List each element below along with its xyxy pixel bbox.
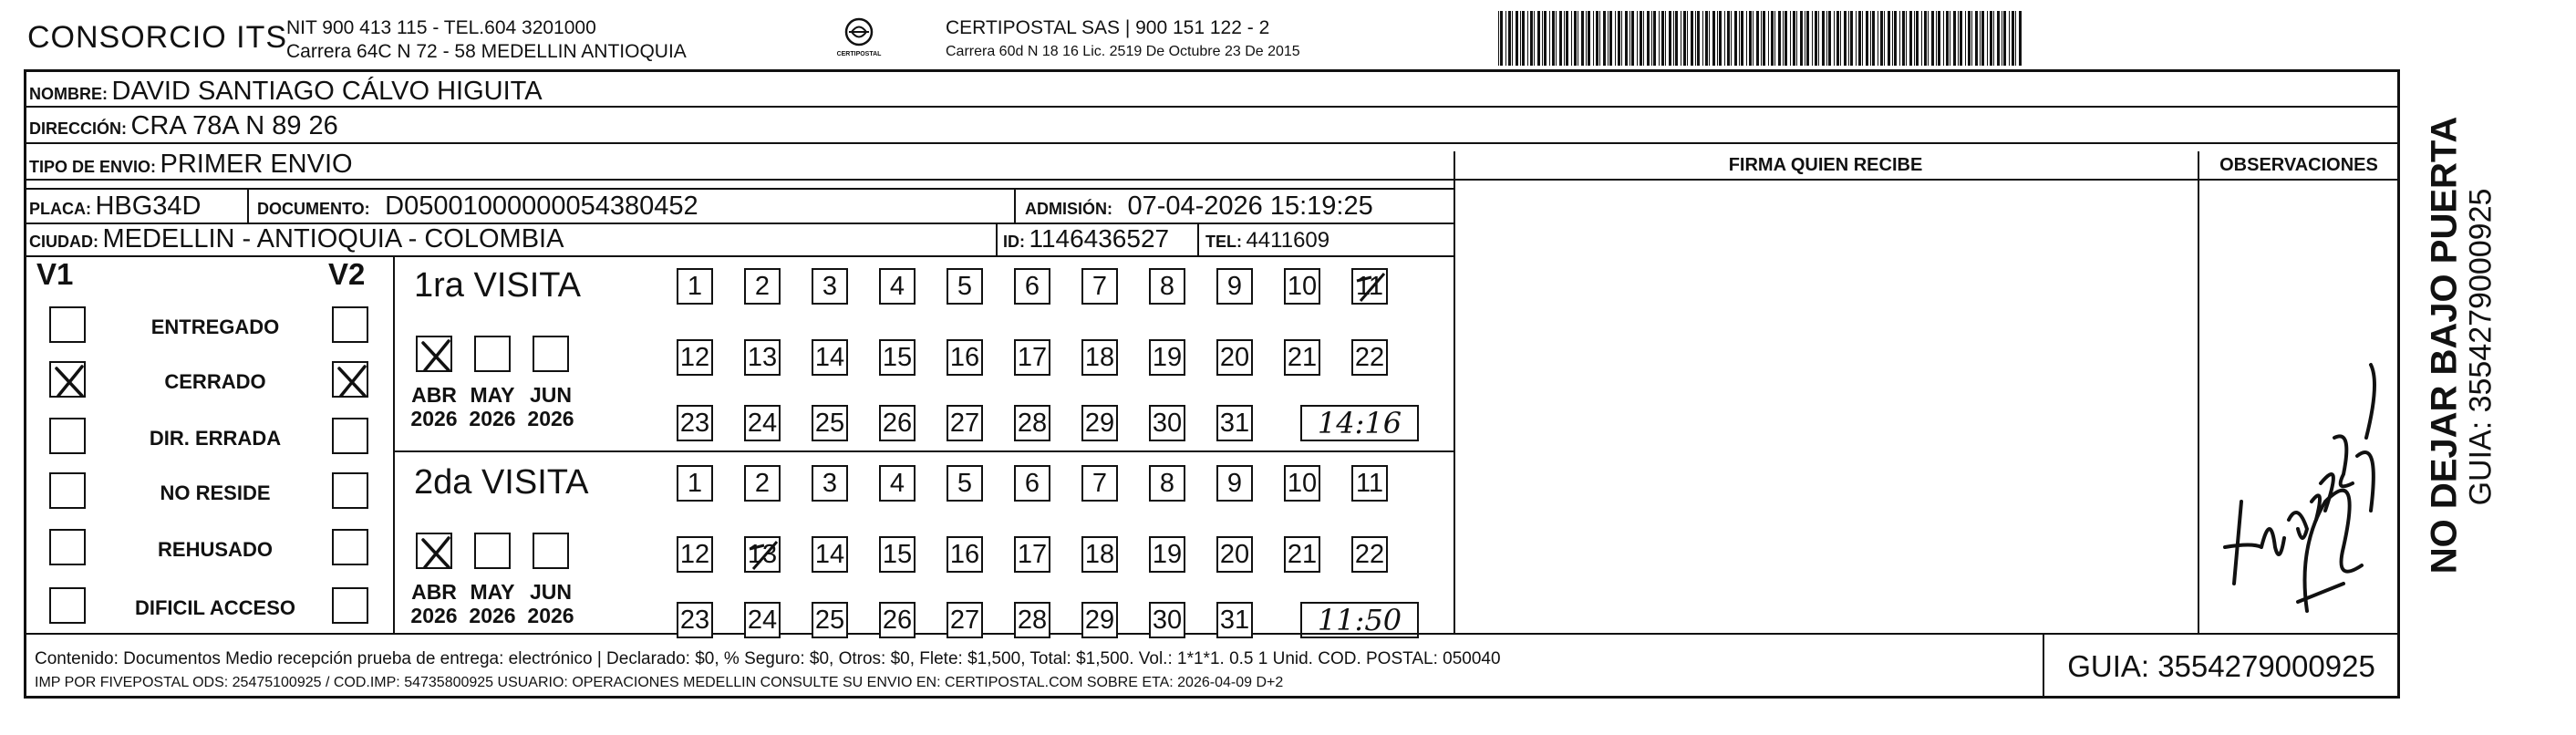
ship-type: PRIMER ENVIO <box>160 150 353 179</box>
recipient-name: DAVID SANTIAGO CÁLVO HIGUITA <box>111 77 543 106</box>
barcode-bar <box>1702 11 1703 66</box>
visit2-day-27[interactable]: 27 <box>947 602 983 638</box>
visit2-day-31[interactable]: 31 <box>1216 602 1253 638</box>
barcode-bar <box>1544 11 1547 66</box>
status-label-dir-errada: DIR. ERRADA <box>149 427 282 450</box>
barcode-bar <box>1924 11 1927 66</box>
month-year: 2026 <box>410 407 458 430</box>
barcode-bar <box>1746 11 1747 66</box>
barcode-bar <box>1936 11 1937 66</box>
barcode-bar <box>1599 11 1600 66</box>
barcode-bar <box>1921 11 1922 66</box>
barcode-bar <box>1850 11 1853 66</box>
status-label-cerrado: CERRADO <box>164 370 266 393</box>
status-label-rehusado: REHUSADO <box>158 538 273 561</box>
month-year: 2026 <box>469 407 516 430</box>
barcode-bar <box>1549 11 1550 66</box>
visit2-day-24[interactable]: 24 <box>744 602 781 638</box>
visit1-day-21[interactable]: 21 <box>1284 339 1320 376</box>
barcode-bar <box>1669 11 1671 66</box>
id-label: ID: <box>1003 233 1025 251</box>
visit1-day-29[interactable]: 29 <box>1081 405 1118 441</box>
barcode-bar <box>1793 11 1795 66</box>
visit1-day-30[interactable]: 30 <box>1149 405 1185 441</box>
barcode-bar <box>1931 11 1934 66</box>
barcode-bar <box>1603 11 1606 66</box>
visit1-month-label-abr <box>402 383 466 430</box>
plate-label: PLACA: <box>29 200 91 218</box>
admission-label: ADMISIÓN: <box>1025 200 1112 218</box>
v1-checkbox-no-reside[interactable] <box>49 472 86 509</box>
carrier-address: Carrera 60d N 18 16 Lic. 2519 De Octubre 23 De 2015 <box>946 44 1300 59</box>
visit2-time-box[interactable]: 11:50 <box>1300 602 1419 638</box>
visit2-day-10[interactable]: 10 <box>1284 465 1320 502</box>
v2-checkbox-dir-errada[interactable] <box>332 418 368 454</box>
v1-checkbox-rehusado[interactable] <box>49 529 86 565</box>
barcode-bar <box>1990 11 1992 66</box>
barcode-bar <box>1774 11 1775 66</box>
barcode-bar <box>1946 11 1949 66</box>
visit2-day-20[interactable]: 20 <box>1216 536 1253 573</box>
barcode-bar <box>1938 11 1940 66</box>
barcode-bar <box>1530 11 1533 66</box>
visit1-day-14[interactable]: 14 <box>812 339 848 376</box>
visit2-day-16[interactable]: 16 <box>947 536 983 573</box>
barcode-bar <box>1564 11 1565 66</box>
month-year: 2026 <box>410 604 458 627</box>
barcode-bar <box>2019 11 2022 66</box>
admission-value: 07-04-2026 15:19:25 <box>1127 192 1373 221</box>
month-name: ABR <box>411 580 457 604</box>
barcode-bar <box>1687 11 1688 66</box>
visit2-day-25[interactable]: 25 <box>812 602 848 638</box>
recipient-address: CRA 78A N 89 26 <box>130 111 338 140</box>
barcode-bar <box>1697 11 1700 66</box>
barcode-bar <box>1631 11 1634 66</box>
barcode-bar <box>1768 11 1769 66</box>
barcode-bar <box>1566 11 1568 66</box>
visit2-day-1[interactable]: 1 <box>677 465 713 502</box>
barcode-bar <box>1527 11 1528 66</box>
visit1-day-11[interactable]: 11 <box>1351 268 1388 305</box>
visit1-month-label-may <box>460 383 524 430</box>
visit1-day-10[interactable]: 10 <box>1284 268 1320 305</box>
barcode-bar <box>1806 11 1809 66</box>
v2-label: V2 <box>328 257 366 291</box>
visit2-day-3[interactable]: 3 <box>812 465 848 502</box>
visit1-day-20[interactable]: 20 <box>1216 339 1253 376</box>
visit1-day-24[interactable]: 24 <box>744 405 781 441</box>
visit1-day-26[interactable]: 26 <box>879 405 916 441</box>
visit2-day-5[interactable]: 5 <box>947 465 983 502</box>
visit2-day-2[interactable]: 2 <box>744 465 781 502</box>
barcode-bar <box>1800 11 1803 66</box>
barcode-bar <box>1826 11 1827 66</box>
barcode-bar <box>1629 11 1630 66</box>
visit2-month-label-abr <box>402 580 466 627</box>
visit2-day-26[interactable]: 26 <box>879 602 916 638</box>
visit2-day-17[interactable]: 17 <box>1014 536 1050 573</box>
barcode-bar <box>1498 11 1499 66</box>
barcode-bar <box>1534 11 1535 66</box>
barcode-bar <box>1618 11 1620 66</box>
print-line: IMP POR FIVEPOSTAL ODS: 25475100925 / COD.IMP: 54735800925 USUARIO: OPERACIONES MEDELLIN CONSULTE SU ENVIO EN: CERTIPOSTAL.COM SOBRE ETA: 2026-04-09 D+2 <box>35 675 1284 690</box>
barcode-bar <box>1637 11 1638 66</box>
barcode-bar <box>1556 11 1557 66</box>
status-label-entregado: ENTREGADO <box>150 316 280 338</box>
barcode-bar <box>1712 11 1715 66</box>
barcode-bar <box>1916 11 1919 66</box>
visit2-day-15[interactable]: 15 <box>879 536 916 573</box>
barcode-bar <box>1659 11 1660 66</box>
visit2-day-7[interactable]: 7 <box>1081 465 1118 502</box>
ship-type-label: TIPO DE ENVIO: <box>29 158 157 176</box>
barcode-bar <box>1822 11 1825 66</box>
barcode-bar <box>1796 11 1797 66</box>
visit2-day-13[interactable]: 13 <box>744 536 781 573</box>
barcode-bar <box>1586 11 1587 66</box>
contents-line: Contenido: Documentos Medio recepción prueba de entrega: electrónico | Declarado: $0, % Seguro: $0, Otros: $0, Flete: $1,500, Total: $1,500. Vol.: 1*1*1. 0.5 1 Unid. COD. POSTAL: 050040 <box>35 649 1501 668</box>
v2-checkbox-cerrado[interactable] <box>332 361 368 398</box>
v2-checkbox-dificil-acceso[interactable] <box>332 587 368 624</box>
company-nit: NIT 900 413 115 - TEL.604 3201000 <box>286 17 596 38</box>
visit2-day-23[interactable]: 23 <box>677 602 713 638</box>
barcode-bar <box>1953 11 1956 66</box>
barcode-bar <box>1872 11 1875 66</box>
side-guia: GUIA: 3554279000925 <box>2463 188 2498 506</box>
barcode-bar <box>1960 11 1962 66</box>
v1-checkbox-dificil-acceso[interactable] <box>49 587 86 624</box>
barcode-bar <box>1520 11 1521 66</box>
visit2-month-checkbox-jun[interactable] <box>533 533 569 569</box>
barcode-bar <box>1505 11 1506 66</box>
barcode-bar <box>1625 11 1628 66</box>
barcode-bar <box>1651 11 1652 66</box>
barcode-bar <box>1914 11 1915 66</box>
month-year: 2026 <box>527 407 574 430</box>
barcode-bar <box>1834 11 1835 66</box>
barcode-bar <box>1783 11 1784 66</box>
barcode-bar <box>1731 11 1732 66</box>
barcode-bar <box>1571 11 1572 66</box>
barcode-bar <box>1640 11 1642 66</box>
visit2-day-12[interactable]: 12 <box>677 536 713 573</box>
barcode-bar <box>1653 11 1656 66</box>
barcode-bar <box>1785 11 1787 66</box>
receiver-signature-header: FIRMA QUIEN RECIBE <box>1728 155 1923 175</box>
company-address: Carrera 64C N 72 - 58 MEDELLIN ANTIOQUIA <box>286 41 687 62</box>
barcode-bar <box>1968 11 1971 66</box>
barcode-bar <box>1828 11 1831 66</box>
id-value: 1146436527 <box>1029 224 1170 253</box>
barcode-bar <box>1512 11 1513 66</box>
barcode-bar <box>1559 11 1562 66</box>
barcode-bar <box>2003 11 2006 66</box>
observations-header: OBSERVACIONES <box>2219 155 2378 175</box>
visit-title-1: 1ra VISITA <box>414 266 582 305</box>
barcode-bar <box>1516 11 1518 66</box>
plate-value: HBG34D <box>95 192 202 221</box>
barcode-bar <box>1574 11 1577 66</box>
v2-checkbox-rehusado[interactable] <box>332 529 368 565</box>
barcode-bar <box>1756 11 1759 66</box>
barcode-bar <box>1928 11 1929 66</box>
logo-caption: CERTIPOSTAL <box>836 51 882 57</box>
barcode-bar <box>1965 11 1966 66</box>
visit2-day-22[interactable]: 22 <box>1351 536 1388 573</box>
barcode-bar <box>1892 11 1893 66</box>
barcode-bar <box>1870 11 1871 66</box>
v1-checkbox-entregado[interactable] <box>49 306 86 343</box>
barcode-bar <box>1719 11 1722 66</box>
barcode-bar <box>1542 11 1543 66</box>
barcode-bar <box>1840 11 1841 66</box>
barcode-bar <box>1771 11 1774 66</box>
barcode-bar <box>1537 11 1540 66</box>
month-name: JUN <box>529 580 572 604</box>
visit2-day-29[interactable]: 29 <box>1081 602 1118 638</box>
visit2-month-label-may <box>460 580 524 627</box>
visit1-day-27[interactable]: 27 <box>947 405 983 441</box>
barcode-bar <box>1739 11 1740 66</box>
visit1-day-1[interactable]: 1 <box>677 268 713 305</box>
visit2-day-6[interactable]: 6 <box>1014 465 1050 502</box>
barcode-bar <box>1695 11 1696 66</box>
carrier-name: CERTIPOSTAL SAS | 900 151 122 - 2 <box>946 17 1270 38</box>
visit2-day-18[interactable]: 18 <box>1081 536 1118 573</box>
barcode-bar <box>1661 11 1664 66</box>
barcode-bar <box>1894 11 1897 66</box>
visit1-day-31[interactable]: 31 <box>1216 405 1253 441</box>
tel-value: 4411609 <box>1246 228 1330 253</box>
visit1-day-25[interactable]: 25 <box>812 405 848 441</box>
barcode-bar <box>1866 11 1868 66</box>
barcode-bar <box>2015 11 2016 66</box>
barcode-bar <box>1987 11 1988 66</box>
barcode-bar <box>1815 11 1817 66</box>
barcode-bar <box>1741 11 1743 66</box>
v2-checkbox-no-reside[interactable] <box>332 472 368 509</box>
barcode-bar <box>1596 11 1598 66</box>
visit1-month-checkbox-may[interactable] <box>474 336 511 372</box>
visit2-day-8[interactable]: 8 <box>1149 465 1185 502</box>
status-label-no-reside: NO RESIDE <box>160 481 271 504</box>
visit1-month-label-jun <box>519 383 583 430</box>
visit1-day-8[interactable]: 8 <box>1149 268 1185 305</box>
visit1-day-18[interactable]: 18 <box>1081 339 1118 376</box>
v1-label: V1 <box>36 257 74 291</box>
barcode-bar <box>1608 11 1609 66</box>
visit1-day-22[interactable]: 22 <box>1351 339 1388 376</box>
barcode-bar <box>1844 11 1847 66</box>
visit2-day-4[interactable]: 4 <box>879 465 916 502</box>
barcode-bar <box>1665 11 1666 66</box>
barcode-bar <box>1818 11 1819 66</box>
visit1-day-17[interactable]: 17 <box>1014 339 1050 376</box>
side-notice <box>2404 78 2498 626</box>
visit1-day-3[interactable]: 3 <box>812 268 848 305</box>
visit1-day-15[interactable]: 15 <box>879 339 916 376</box>
barcode-bar <box>1691 11 1693 66</box>
visit2-day-11[interactable]: 11 <box>1351 465 1388 502</box>
barcode-bar <box>1899 11 1900 66</box>
barcode-bar <box>1909 11 1912 66</box>
visit1-day-19[interactable]: 19 <box>1149 339 1185 376</box>
barcode-bar <box>1727 11 1730 66</box>
address-label: DIRECCIÓN: <box>29 119 127 138</box>
visit2-month-checkbox-may[interactable] <box>474 533 511 569</box>
month-year: 2026 <box>527 604 574 627</box>
barcode-bar <box>1993 11 1994 66</box>
barcode-bar <box>1647 11 1650 66</box>
footer-guia: GUIA: 3554279000925 <box>2067 649 2375 683</box>
barcode-bar <box>1581 11 1584 66</box>
barcode-bar <box>1812 11 1813 66</box>
month-name: MAY <box>470 580 515 604</box>
barcode-bar <box>1615 11 1616 66</box>
barcode-bar <box>1880 11 1883 66</box>
visit1-time-box[interactable]: 14:16 <box>1300 405 1419 441</box>
tel-label: TEL: <box>1205 233 1242 251</box>
barcode-bar <box>1971 11 1972 66</box>
barcode-bar <box>1522 11 1525 66</box>
barcode-bar <box>1902 11 1905 66</box>
month-name: MAY <box>470 383 515 407</box>
barcode-bar <box>2009 11 2010 66</box>
v1-checkbox-cerrado[interactable] <box>49 361 86 398</box>
visit1-day-7[interactable]: 7 <box>1081 268 1118 305</box>
barcode-bar <box>1848 11 1849 66</box>
barcode-bar <box>1753 11 1754 66</box>
visit1-day-4[interactable]: 4 <box>879 268 916 305</box>
visit2-day-19[interactable]: 19 <box>1149 536 1185 573</box>
visit1-day-2[interactable]: 2 <box>744 268 781 305</box>
barcode-bar <box>1673 11 1674 66</box>
v1-checkbox-dir-errada[interactable] <box>49 418 86 454</box>
barcode-bar <box>1980 11 1981 66</box>
barcode-bar <box>1734 11 1737 66</box>
barcode-bar <box>1588 11 1590 66</box>
month-year: 2026 <box>469 604 516 627</box>
visit2-month-checkbox-abr[interactable] <box>416 533 452 569</box>
visit1-day-6[interactable]: 6 <box>1014 268 1050 305</box>
handwritten-observation <box>2198 274 2400 620</box>
barcode-bar <box>1836 11 1839 66</box>
month-name: JUN <box>529 383 572 407</box>
barcode-bar <box>1593 11 1594 66</box>
barcode-bar <box>1975 11 1978 66</box>
visit2-month-label-jun <box>519 580 583 627</box>
barcode-bar <box>1621 11 1622 66</box>
certipostal-logo <box>832 16 886 64</box>
barcode-bar <box>1997 11 2000 66</box>
barcode-bar <box>1888 11 1890 66</box>
status-label-dificil-acceso: DIFICIL ACCESO <box>134 596 295 619</box>
barcode-bar <box>1790 11 1791 66</box>
no-under-door-notice: NO DEJAR BAJO PUERTA <box>2424 116 2465 575</box>
city-label: CIUDAD: <box>29 233 98 251</box>
visit1-day-9[interactable]: 9 <box>1216 268 1253 305</box>
barcode-bar <box>1763 11 1765 66</box>
barcode-bar <box>1778 11 1781 66</box>
barcode-bar <box>1958 11 1959 66</box>
barcode-bar <box>1643 11 1644 66</box>
visit1-day-13[interactable]: 13 <box>744 339 781 376</box>
visit1-day-16[interactable]: 16 <box>947 339 983 376</box>
visit2-day-30[interactable]: 30 <box>1149 602 1185 638</box>
visit1-month-checkbox-abr[interactable] <box>416 336 452 372</box>
barcode-bar <box>1508 11 1511 66</box>
barcode-bar <box>1675 11 1678 66</box>
barcode-bar <box>1705 11 1708 66</box>
visit-title-2: 2da VISITA <box>414 463 589 502</box>
barcode-bar <box>1943 11 1944 66</box>
month-name: ABR <box>411 383 457 407</box>
barcode-bar <box>1906 11 1907 66</box>
barcode-bar <box>1683 11 1686 66</box>
barcode-bar <box>1609 11 1612 66</box>
barcode-bar <box>1862 11 1863 66</box>
barcode-bar <box>1500 11 1503 66</box>
barcode-icon <box>1498 11 2027 66</box>
document-label: DOCUMENTO: <box>257 200 370 218</box>
barcode-bar <box>1709 11 1710 66</box>
barcode-bar <box>1724 11 1725 66</box>
visit2-day-21[interactable]: 21 <box>1284 536 1320 573</box>
barcode-bar <box>1552 11 1555 66</box>
visit1-month-checkbox-jun[interactable] <box>533 336 569 372</box>
visit1-day-28[interactable]: 28 <box>1014 405 1050 441</box>
visit1-day-23[interactable]: 23 <box>677 405 713 441</box>
visit1-day-12[interactable]: 12 <box>677 339 713 376</box>
barcode-bar <box>1856 11 1857 66</box>
barcode-bar <box>1749 11 1752 66</box>
barcode-bar <box>2012 11 2014 66</box>
company-name: CONSORCIO ITS <box>27 20 288 55</box>
city-value: MEDELLIN - ANTIOQUIA - COLOMBIA <box>102 224 564 254</box>
visit2-day-28[interactable]: 28 <box>1014 602 1050 638</box>
barcode-bar <box>1981 11 1984 66</box>
visit2-day-14[interactable]: 14 <box>812 536 848 573</box>
barcode-bar <box>1761 11 1762 66</box>
document-value: D05001000000054380452 <box>385 192 698 221</box>
barcode-bar <box>1858 11 1861 66</box>
barcode-bar <box>1884 11 1885 66</box>
v2-checkbox-entregado[interactable] <box>332 306 368 343</box>
barcode-bar <box>1717 11 1718 66</box>
visit1-day-5[interactable]: 5 <box>947 268 983 305</box>
visit2-day-9[interactable]: 9 <box>1216 465 1253 502</box>
name-label: NOMBRE: <box>29 85 108 103</box>
